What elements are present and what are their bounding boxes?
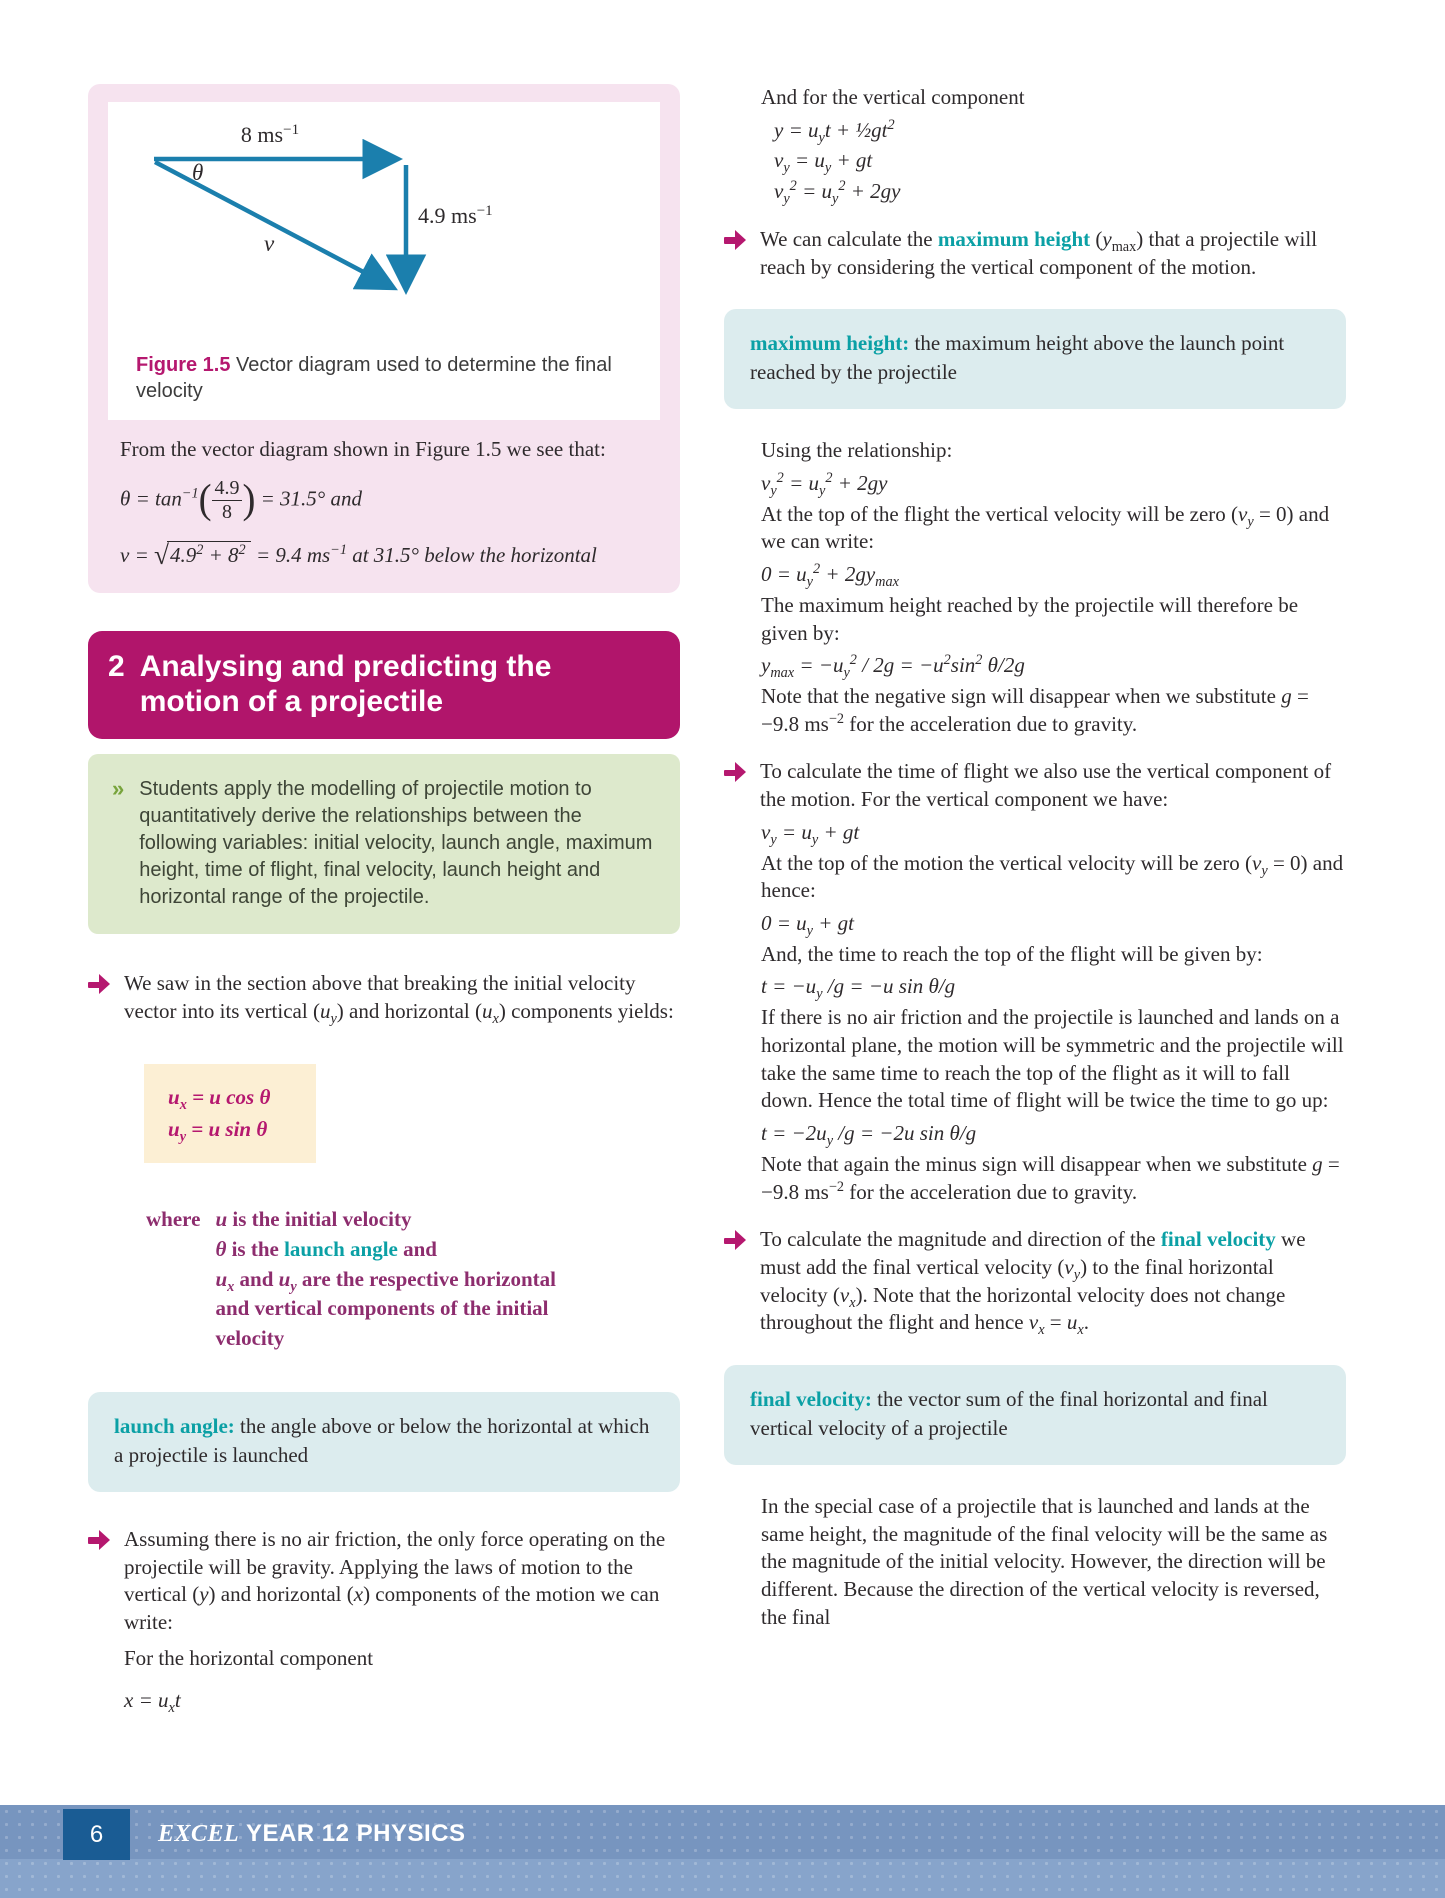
where-line: $u_x$ and $u_y$ are the respective horizontal and vertical components of the initial velocity [215, 1266, 556, 1351]
arrow-bullet-icon [724, 1230, 748, 1251]
equation-zero-b: $0 = u_y$ + gt [761, 911, 855, 940]
syllabus-outcome-box [88, 754, 680, 934]
formula-ux: $u_x = u$ cos θ [168, 1084, 271, 1114]
figure-box [108, 102, 660, 420]
figure-caption: Figure 1.5 Vector diagram used to determine the final velocity [136, 354, 612, 402]
horizontal-component-lead: For the horizontal component [124, 1645, 374, 1670]
where-definitions [146, 1205, 680, 1354]
page-content [88, 84, 1346, 1714]
arrow-bullet-icon [724, 230, 748, 251]
definition-box-maximum-height [724, 309, 1346, 409]
arrow-bullet-icon [724, 762, 748, 783]
definition-box-launch-angle [88, 1392, 680, 1492]
equation-vy-squared: $v_y^2 = u_y^2 + 2gy$ [774, 178, 901, 208]
equation-theta: $\theta = \tan^{-1}$( $\frac{4.9}{8}$ ) = 31.5° and [120, 476, 362, 523]
arrow-bullet-icon [88, 1530, 112, 1551]
formula-uy: $u_y = u$ sin θ [168, 1117, 268, 1146]
max-height-lead: The maximum height reached by the projectile will therefore be given by: [761, 592, 1299, 645]
bullet-item [724, 226, 1346, 281]
pink-intro-text: From the vector diagram shown in Figure 1.5 we see that: [120, 437, 606, 461]
syllabus-text: Students apply the modelling of projectile motion to quantitatively derive the relationships between the following variables: initial velocity, launch angle, maximum height, time of flight, final velocity, launch height and horizontal range of the projectile. [139, 778, 653, 908]
section-number: 2 [108, 649, 125, 683]
equation-x: $x = u_xt$ [124, 1687, 181, 1716]
equation-total-time: $t = -2u_y$ /g = −2u sin θ/g [761, 1121, 977, 1150]
definition-term: maximum height: [750, 331, 910, 356]
equation-relationship: $v_y^2 = u_y^2 + 2gy$ [761, 469, 888, 500]
equation-y: $y = u_yt$ + $\frac{1}{2}gt^2$ [774, 116, 895, 146]
bullet-text: We saw in the section above that breaking the initial velocity vector into its vertical $(u_y)$ and horizontal $(u_x)$ components yields: [124, 971, 674, 1028]
definition-text: the vector sum of the final horizontal and final vertical velocity of a projectile [750, 1387, 1268, 1441]
time-to-top-lead: And, the time to reach the top of the flight will be given by: [761, 941, 1263, 966]
equation-zero-max: $0 = u_y^2 + 2gy_{max}$ [761, 561, 899, 591]
bullet-item [724, 1226, 1346, 1337]
bullet-item [724, 758, 1346, 813]
figure-callout-box [88, 84, 680, 593]
square-root-sign: √ [154, 539, 169, 570]
vertical-velocity-label: 4.9 $ms^{-1}$ [418, 203, 493, 228]
bullet-text: We can calculate the maximum height $(y_{max})$ that a projectile will reach by considering the vertical component of the motion. [760, 226, 1318, 279]
bullet-text: To calculate the time of flight we also use the vertical component of the motion. For the vertical component we have: [760, 759, 1332, 812]
bullet-item [88, 970, 680, 1028]
arrow-bullet-icon [88, 974, 112, 995]
bullet-text: To calculate the magnitude and direction of the final velocity we must add the final vertical velocity $(v_y)$ to the final horizontal velocity $(v_x)$. Note that the horizontal velocity does not change throughout the flight and hence $v_x = u_x$. [760, 1227, 1306, 1339]
equation-vy-b: $v_y = u_y$ + gt [761, 819, 860, 849]
right-column [724, 84, 1346, 1714]
definition-text: the angle above or below the horizontal at which a projectile is launched [114, 1413, 650, 1467]
book-title-excel: EXCEL [158, 1821, 240, 1847]
top-of-motion-text: At the top of the motion the vertical velocity will be zero $(v_y = 0)$ and hence: [761, 850, 1344, 903]
note-minus-sign: Note that again the minus sign will disappear when we substitute g = −9.8 $ms^{-2}$ for the acceleration due to gravity. [761, 1151, 1340, 1204]
chevron-bullet-icon: » [112, 776, 125, 802]
vertical-component-lead: And for the vertical component [761, 85, 1025, 109]
definition-box-final-velocity [724, 1365, 1346, 1465]
section-heading [88, 631, 680, 740]
resultant-velocity-arrow [155, 162, 390, 286]
top-of-flight-text: At the top of the flight the vertical velocity will be zero $(v_y = 0)$ and we can write: [761, 501, 1330, 554]
horizontal-velocity-label: 8 $ms^{-1}$ [240, 122, 300, 147]
definition-term: final velocity: [750, 1387, 872, 1412]
bullet-text: Assuming there is no air friction, the only force operating on the projectile will be gravity. Applying the laws of motion to the vertical (y) and horizontal (x) components of the motion we can write: [124, 1526, 666, 1635]
where-line: θ is the launch angle and [215, 1236, 437, 1261]
definition-term: launch angle: [114, 1413, 235, 1438]
equation-ymax: $y_{max} = -u_y^2 / 2g = -u^2\sin^2$ θ/2g [761, 652, 1025, 682]
theta-angle-label: θ [192, 160, 204, 185]
note-negative-sign: Note that the negative sign will disappear when we substitute g = −9.8 $ms^{-2}$ for the acceleration due to gravity. [761, 684, 1309, 736]
figure-discussion [108, 420, 660, 571]
where-label: where [146, 1206, 201, 1231]
where-line: u is the initial velocity [215, 1206, 412, 1231]
page-number: 6 [63, 1809, 130, 1860]
book-title [158, 1818, 466, 1851]
left-column [88, 84, 680, 1714]
equation-vy: $v_y = u_y$ + gt [774, 148, 873, 177]
equation-time: $t = -u_y$ /g = −u sin θ/g [761, 974, 956, 1003]
formula-box [144, 1064, 316, 1163]
using-relationship-lead: Using the relationship: [761, 438, 953, 463]
bullet-item [88, 1526, 680, 1637]
fraction: $\frac{4.9}{8}$ [212, 478, 243, 523]
section-title: Analysing and predicting the motion of a projectile [139, 649, 552, 719]
resultant-velocity-label: v [264, 231, 275, 256]
book-title-rest: YEAR 12 PHYSICS [239, 1820, 466, 1847]
symmetric-motion-text: If there is no air friction and the projectile is launched and lands on a horizontal plane, the motion will be symmetric and the projectile will take the same time to reach the top of the flight as it will to fall down. Hence the total time of flight will be twice the time to go up: [761, 1005, 1344, 1113]
footer-bar [0, 1805, 1445, 1898]
vector-diagram [122, 118, 662, 338]
where-lines [215, 1205, 575, 1354]
definition-text: the maximum height above the launch point reached by the projectile [750, 331, 1285, 385]
figure-number: Figure 1.5 [136, 354, 231, 376]
special-case-text: In the special case of a projectile that is launched and lands at the same height, the magnitude of the final velocity will be the same as the magnitude of the initial velocity. However, the direction will be different. Because the direction of the vertical velocity is reversed, the final [761, 1494, 1328, 1629]
equation-final-velocity: $v = √4.9^2 + 8^2 = 9.4$ $ms^{-1}$ at 31.5° below the horizontal [120, 539, 597, 570]
